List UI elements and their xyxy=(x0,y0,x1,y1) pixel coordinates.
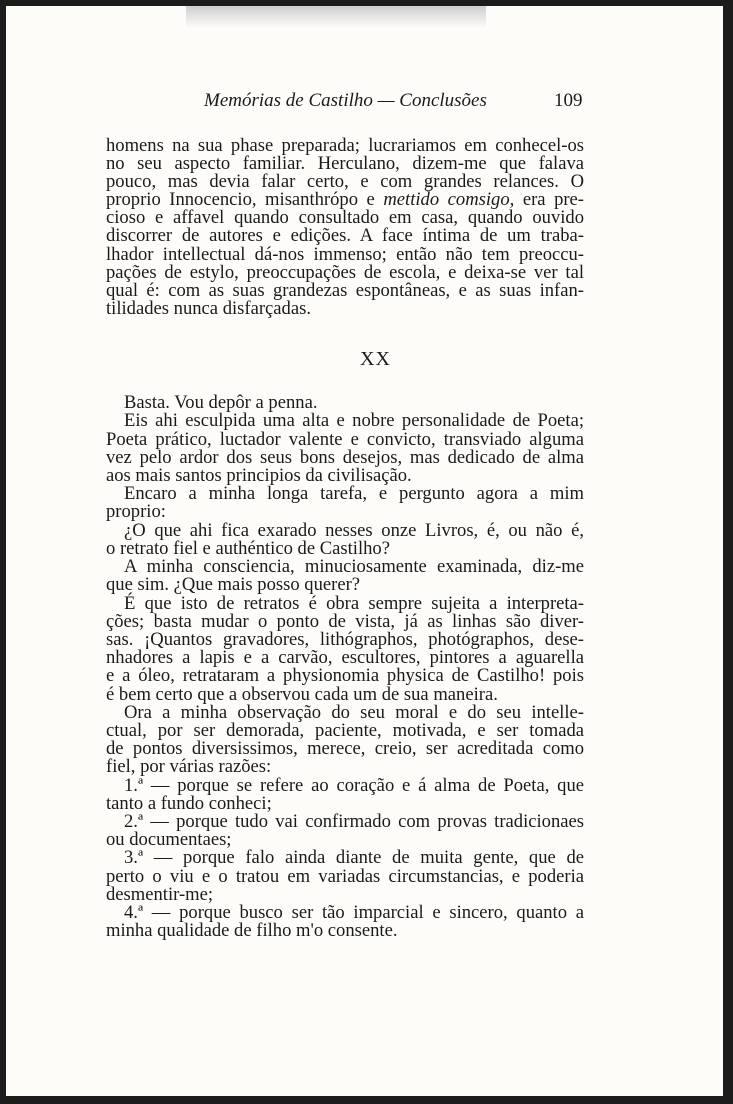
text-line: minha qualidade de filho m'o consente. xyxy=(106,920,398,941)
text-line: proprio: xyxy=(106,501,166,522)
text-line: ções; basta mudar o ponto de vista, já as linhas são diver- xyxy=(106,611,584,632)
text-line: sas. ¡Quantos gravadores, lithógraphos, photógraphos, dese- xyxy=(106,629,584,650)
scan-smudge xyxy=(186,6,486,28)
text-line: aos mais santos principios da civilisação. xyxy=(106,465,412,486)
text-line: É que isto de retratos é obra sempre sujeita a interpreta- xyxy=(124,593,584,614)
text-line: nhadores a lapis e a carvão, escultores, pintores a aguarella xyxy=(106,647,584,668)
text-line: pouco, mas devia falar certo, e com grandes relances. O xyxy=(106,171,584,192)
text-line: Poeta prático, luctador valente e convicto, transviado alguma xyxy=(106,429,584,450)
text-line: Encaro a minha longa tarefa, e pergunto agora a mim xyxy=(124,483,584,504)
text-line: no seu aspecto familiar. Herculano, dizem-me que falava xyxy=(106,153,584,174)
text-line: Basta. Vou depôr a penna. xyxy=(124,392,318,413)
text-line: qual é: com as suas grandezas espontâneas, e as suas infan- xyxy=(106,280,584,301)
text-line: que sim. ¿Que mais posso querer? xyxy=(106,574,361,595)
page-number: 109 xyxy=(554,90,583,111)
section-heading: XX xyxy=(360,348,391,370)
text-line: homens na sua phase preparada; lucrariamos em conhecel-os xyxy=(106,135,584,156)
text-line: fiel, por várias razões: xyxy=(106,756,272,777)
text-line: de pontos diversissimos, merece, creio, ser acreditada como xyxy=(106,738,584,759)
text-line: perto o viu e o tratou em variadas circumstancias, e poderia xyxy=(106,866,584,887)
text-line: cioso e affavel quando consultado em casa, quando ouvido xyxy=(106,207,584,228)
text-line: lhador intellectual dá-nos immenso; então não tem preoccu- xyxy=(106,244,584,265)
running-title: Memórias de Castilho — Conclusões xyxy=(204,90,487,111)
text-line: Eis ahi esculpida uma alta e nobre personalidade de Poeta; xyxy=(124,410,584,431)
text-fragment: era pre- xyxy=(514,189,585,210)
text-line: tanto a fundo conheci; xyxy=(106,793,272,814)
text-line: ctual, por ser demorada, paciente, motivada, e ser tomada xyxy=(106,720,584,741)
text-line: Ora a minha observação do seu moral e do seu intelle- xyxy=(124,702,584,723)
text-line: e a óleo, retrataram a physionomia physica de Castilho! pois xyxy=(106,665,584,686)
text-line: discorrer de autores e edições. A face íntima de um traba- xyxy=(106,225,584,246)
text-line: 4.ª — porque busco ser tão imparcial e sincero, quanto a xyxy=(124,902,584,923)
text-line: 2.ª — porque tudo vai confirmado com provas tradicionaes xyxy=(124,811,584,832)
italic-phrase: mettido comsigo, xyxy=(383,189,515,210)
text-line: é bem certo que a observou cada um de sua maneira. xyxy=(106,684,498,705)
text-line: desmentir-me; xyxy=(106,884,214,905)
text-line: tilidades nunca disfarçadas. xyxy=(106,298,311,319)
text-line: ou documentaes; xyxy=(106,829,232,850)
text-line: 1.ª — porque se refere ao coração e á alma de Poeta, que xyxy=(124,775,584,796)
text-line: vez pelo ardor dos seus bons desejos, mas dedicado de alma xyxy=(106,447,584,468)
running-head xyxy=(6,90,723,116)
text-line: pações de estylo, preoccupações de escola, e deixa-se ver tal xyxy=(106,262,584,283)
book-page xyxy=(6,6,723,1096)
text-fragment: proprio Innocencio, misanthrópo e xyxy=(106,189,384,210)
text-line: A minha consciencia, minuciosamente examinada, diz-me xyxy=(124,556,584,577)
text-line: 3.ª — porque falo ainda diante de muita gente, que de xyxy=(124,847,584,868)
text-line: o retrato fiel e authéntico de Castilho? xyxy=(106,538,390,559)
text-line: ¿O que ahi fica exarado nesses onze Livros, é, ou não é, xyxy=(124,520,584,541)
